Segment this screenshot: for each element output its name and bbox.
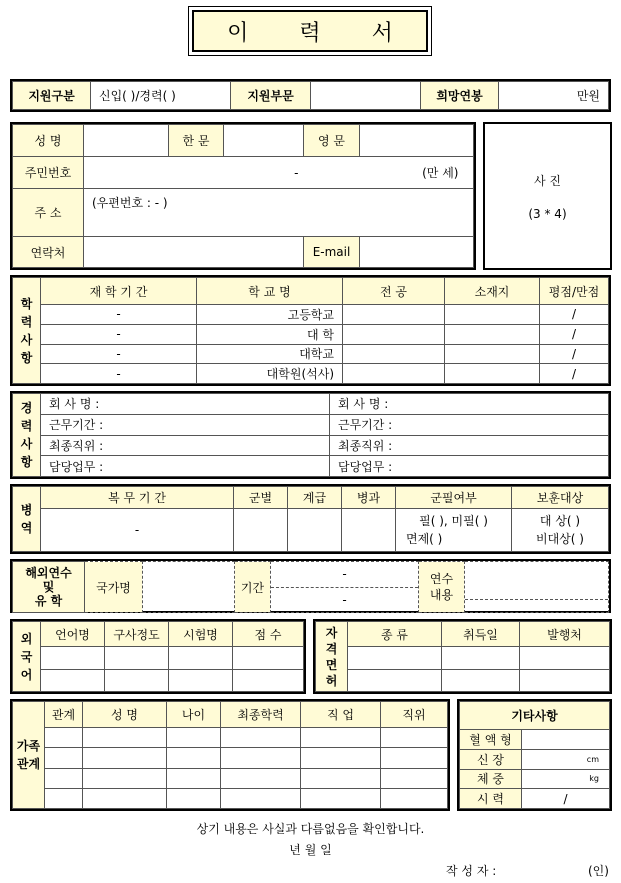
language-side-text: 외 국 어 — [20, 631, 33, 682]
lang-cell[interactable] — [169, 669, 233, 692]
family-header-job: 직 업 — [301, 702, 381, 728]
family-header-education: 최종학력 — [221, 702, 301, 728]
mil-status-line2: 면제( ) — [406, 532, 443, 546]
weight-label: 체 중 — [460, 769, 522, 789]
family-cell[interactable] — [221, 768, 301, 788]
name-field[interactable] — [84, 125, 169, 157]
training-label — [419, 562, 465, 613]
edu-header-school: 학 교 명 — [197, 278, 343, 305]
language-section — [10, 619, 306, 694]
family-cell[interactable] — [381, 788, 448, 808]
career1-period[interactable]: 근무기간 : — [41, 414, 330, 435]
family-cell[interactable] — [221, 748, 301, 768]
career2-company[interactable]: 회 사 명 : — [330, 394, 609, 415]
mil-rank-field[interactable] — [288, 509, 342, 552]
lang-cell[interactable] — [105, 647, 169, 670]
military-side-text: 병 역 — [20, 503, 33, 535]
mil-status-line1: 필( ), 미필( ) — [419, 514, 488, 528]
license-side-text: 자 격 면 허 — [325, 625, 338, 688]
license-cell[interactable] — [348, 669, 442, 692]
lang-header-level: 구사정도 — [105, 622, 169, 647]
family-header-name: 성 명 — [83, 702, 167, 728]
edu-score-1[interactable]: / — [540, 305, 609, 325]
lang-cell[interactable] — [233, 669, 304, 692]
training-field[interactable] — [465, 562, 609, 613]
license-cell[interactable] — [348, 647, 442, 670]
career1-position[interactable]: 최종직위 : — [41, 435, 330, 456]
edu-period-2[interactable]: - — [41, 324, 197, 344]
career-side-text: 경 력 사 항 — [20, 401, 33, 469]
overseas-side-line2: 및 — [42, 580, 55, 594]
english-name-label: 영 문 — [304, 125, 360, 157]
edu-header-major: 전 공 — [343, 278, 445, 305]
lang-cell[interactable] — [105, 669, 169, 692]
blood-type-label: 혈 액 형 — [460, 730, 522, 750]
mil-header-specialty: 병과 — [342, 487, 396, 509]
weight-field[interactable]: kg — [522, 769, 610, 789]
edu-score-4[interactable]: / — [540, 364, 609, 384]
family-cell[interactable] — [83, 728, 167, 748]
mil-period-field[interactable]: - — [41, 509, 234, 552]
license-section — [313, 619, 612, 694]
family-cell[interactable] — [221, 788, 301, 808]
family-cell[interactable] — [83, 748, 167, 768]
confirm-statement: 상기 내용은 사실과 다름없음을 확인합니다. — [196, 822, 425, 836]
overseas-section — [10, 559, 611, 613]
family-cell[interactable] — [45, 768, 83, 788]
mil-header-period: 복 무 기 간 — [41, 487, 234, 509]
license-cell[interactable] — [442, 669, 520, 692]
apply-dept-label: 지원부문 — [231, 82, 311, 110]
mil-specialty-field[interactable] — [342, 509, 396, 552]
mil-header-status: 군필여부 — [396, 487, 512, 509]
overseas-side-line1: 해외연수 — [25, 566, 72, 580]
edu-period-1[interactable]: - — [41, 305, 197, 325]
title-frame — [188, 6, 432, 56]
family-cell[interactable] — [221, 728, 301, 748]
career1-company[interactable]: 회 사 명 : — [41, 394, 330, 415]
edu-score-2[interactable]: / — [540, 324, 609, 344]
training-field-line — [465, 574, 608, 600]
apply-type-label: 지원구분 — [13, 82, 91, 110]
career-side-label — [13, 394, 41, 477]
edu-major-4[interactable] — [343, 364, 445, 384]
edu-header-score: 평점/만점 — [540, 278, 609, 305]
family-header-relation: 관계 — [45, 702, 83, 728]
family-cell[interactable] — [83, 788, 167, 808]
rrn-label: 주민번호 — [13, 157, 84, 189]
age-text: (만 세) — [422, 166, 459, 180]
family-cell[interactable] — [45, 788, 83, 808]
family-cell[interactable] — [301, 748, 381, 768]
overseas-period-field[interactable] — [271, 562, 419, 613]
edu-school-1[interactable]: 고등학교 — [197, 305, 343, 325]
family-cell[interactable] — [45, 748, 83, 768]
email-label: E-mail — [304, 237, 360, 268]
english-name-field[interactable] — [360, 125, 474, 157]
mil-veteran-line1: 대 상( ) — [539, 514, 581, 528]
family-side-label — [13, 702, 45, 809]
family-cell[interactable] — [381, 768, 448, 788]
country-label: 국가명 — [85, 562, 143, 613]
military-side-label — [13, 487, 41, 552]
apply-type-field[interactable]: 신입( )/경력( ) — [91, 82, 231, 110]
lang-header-score: 점 수 — [233, 622, 304, 647]
etc-section — [457, 699, 612, 811]
education-side-text: 학 력 사 항 — [20, 296, 33, 365]
name-label: 성 명 — [13, 125, 84, 157]
license-header-date: 취득일 — [442, 622, 520, 647]
license-cell[interactable] — [442, 647, 520, 670]
license-side-label — [316, 622, 348, 692]
edu-school-2[interactable]: 대 학 — [197, 324, 343, 344]
mil-veteran-field[interactable] — [512, 509, 609, 552]
training-label-line1: 연수 — [429, 572, 454, 586]
license-header-type: 종 류 — [348, 622, 442, 647]
edu-school-3[interactable]: 대학교 — [197, 344, 343, 364]
edu-school-4[interactable]: 대학원(석사) — [197, 364, 343, 384]
family-header-age: 나이 — [167, 702, 221, 728]
family-cell[interactable] — [167, 728, 221, 748]
lang-cell[interactable] — [169, 647, 233, 670]
lang-header-name: 언어명 — [41, 622, 105, 647]
edu-score-3[interactable]: / — [540, 344, 609, 364]
writer-label: 작 성 자 : — [446, 864, 497, 878]
eyesight-label: 시 력 — [460, 789, 522, 809]
language-side-label — [13, 622, 41, 692]
career2-duty[interactable]: 담당업무 : — [330, 456, 609, 477]
seal-mark: (인) — [588, 864, 609, 878]
eyesight-field[interactable]: / — [522, 789, 610, 809]
overseas-period-label: 기간 — [235, 562, 271, 613]
license-cell[interactable] — [520, 647, 610, 670]
address-label: 주 소 — [13, 189, 84, 237]
edu-major-2[interactable] — [343, 324, 445, 344]
family-cell[interactable] — [381, 748, 448, 768]
mil-status-field[interactable] — [396, 509, 512, 552]
country-field[interactable] — [143, 562, 235, 613]
license-cell[interactable] — [520, 669, 610, 692]
edu-period-3[interactable]: - — [41, 344, 197, 364]
family-cell[interactable] — [167, 788, 221, 808]
edu-location-1[interactable] — [445, 305, 540, 325]
mil-branch-field[interactable] — [234, 509, 288, 552]
hanmun-label: 한 문 — [169, 125, 224, 157]
etc-title: 기타사항 — [460, 702, 610, 730]
salary-field[interactable]: 만원 — [499, 82, 609, 110]
rrn-dash: - — [294, 166, 299, 180]
mil-header-veteran: 보훈대상 — [512, 487, 609, 509]
edu-location-4[interactable] — [445, 364, 540, 384]
rrn-field[interactable] — [84, 157, 474, 189]
edu-location-3[interactable] — [445, 344, 540, 364]
lang-cell[interactable] — [233, 647, 304, 670]
lang-header-test: 시험명 — [169, 622, 233, 647]
height-field[interactable]: cm — [522, 749, 610, 769]
license-header-issuer: 발행처 — [520, 622, 610, 647]
family-cell[interactable] — [83, 768, 167, 788]
overseas-side-label — [13, 562, 85, 613]
apply-dept-field[interactable] — [311, 82, 421, 110]
family-side-text: 가족 관계 — [16, 739, 41, 771]
personal-section — [10, 122, 476, 270]
career2-period[interactable]: 근무기간 : — [330, 414, 609, 435]
hanmun-field[interactable] — [224, 125, 304, 157]
contact-label: 연락처 — [13, 237, 84, 268]
height-label: 신 장 — [460, 749, 522, 769]
military-section — [10, 484, 611, 554]
email-field[interactable] — [360, 237, 474, 268]
address-field[interactable]: (우편번호 : - ) — [84, 189, 474, 237]
family-cell[interactable] — [301, 768, 381, 788]
blood-type-field[interactable] — [522, 730, 610, 750]
edu-location-2[interactable] — [445, 324, 540, 344]
page-title: 이 력 서 — [192, 10, 428, 52]
date-line: 년 월 일 — [289, 843, 332, 857]
family-cell[interactable] — [381, 728, 448, 748]
career-section — [10, 391, 611, 479]
edu-header-period: 재 학 기 간 — [41, 278, 197, 305]
edu-major-1[interactable] — [343, 305, 445, 325]
photo-box[interactable] — [483, 122, 612, 270]
lang-cell[interactable] — [41, 647, 105, 670]
overseas-period-start: - — [271, 562, 418, 588]
edu-major-3[interactable] — [343, 344, 445, 364]
career1-duty[interactable]: 담당업무 : — [41, 456, 330, 477]
overseas-side-line3: 유 학 — [34, 594, 63, 608]
lang-cell[interactable] — [41, 669, 105, 692]
edu-header-location: 소재지 — [445, 278, 540, 305]
training-label-line2: 내용 — [429, 588, 454, 602]
edu-period-4[interactable]: - — [41, 364, 197, 384]
mil-header-branch: 군별 — [234, 487, 288, 509]
photo-size: (3 * 4) — [528, 206, 567, 221]
salary-label: 희망연봉 — [421, 82, 499, 110]
family-cell[interactable] — [167, 768, 221, 788]
overseas-period-end: - — [342, 593, 347, 607]
education-side-label — [13, 278, 41, 384]
family-header-position: 직위 — [381, 702, 448, 728]
family-cell[interactable] — [167, 748, 221, 768]
application-section — [10, 79, 611, 112]
mil-veteran-line2: 비대상( ) — [536, 532, 584, 546]
family-cell[interactable] — [301, 788, 381, 808]
mil-header-rank: 계급 — [288, 487, 342, 509]
family-section — [10, 699, 450, 811]
photo-label: 사 진 — [534, 173, 561, 188]
career2-position[interactable]: 최종직위 : — [330, 435, 609, 456]
contact-field[interactable] — [84, 237, 304, 268]
education-section — [10, 275, 611, 386]
family-cell[interactable] — [301, 728, 381, 748]
family-cell[interactable] — [45, 728, 83, 748]
